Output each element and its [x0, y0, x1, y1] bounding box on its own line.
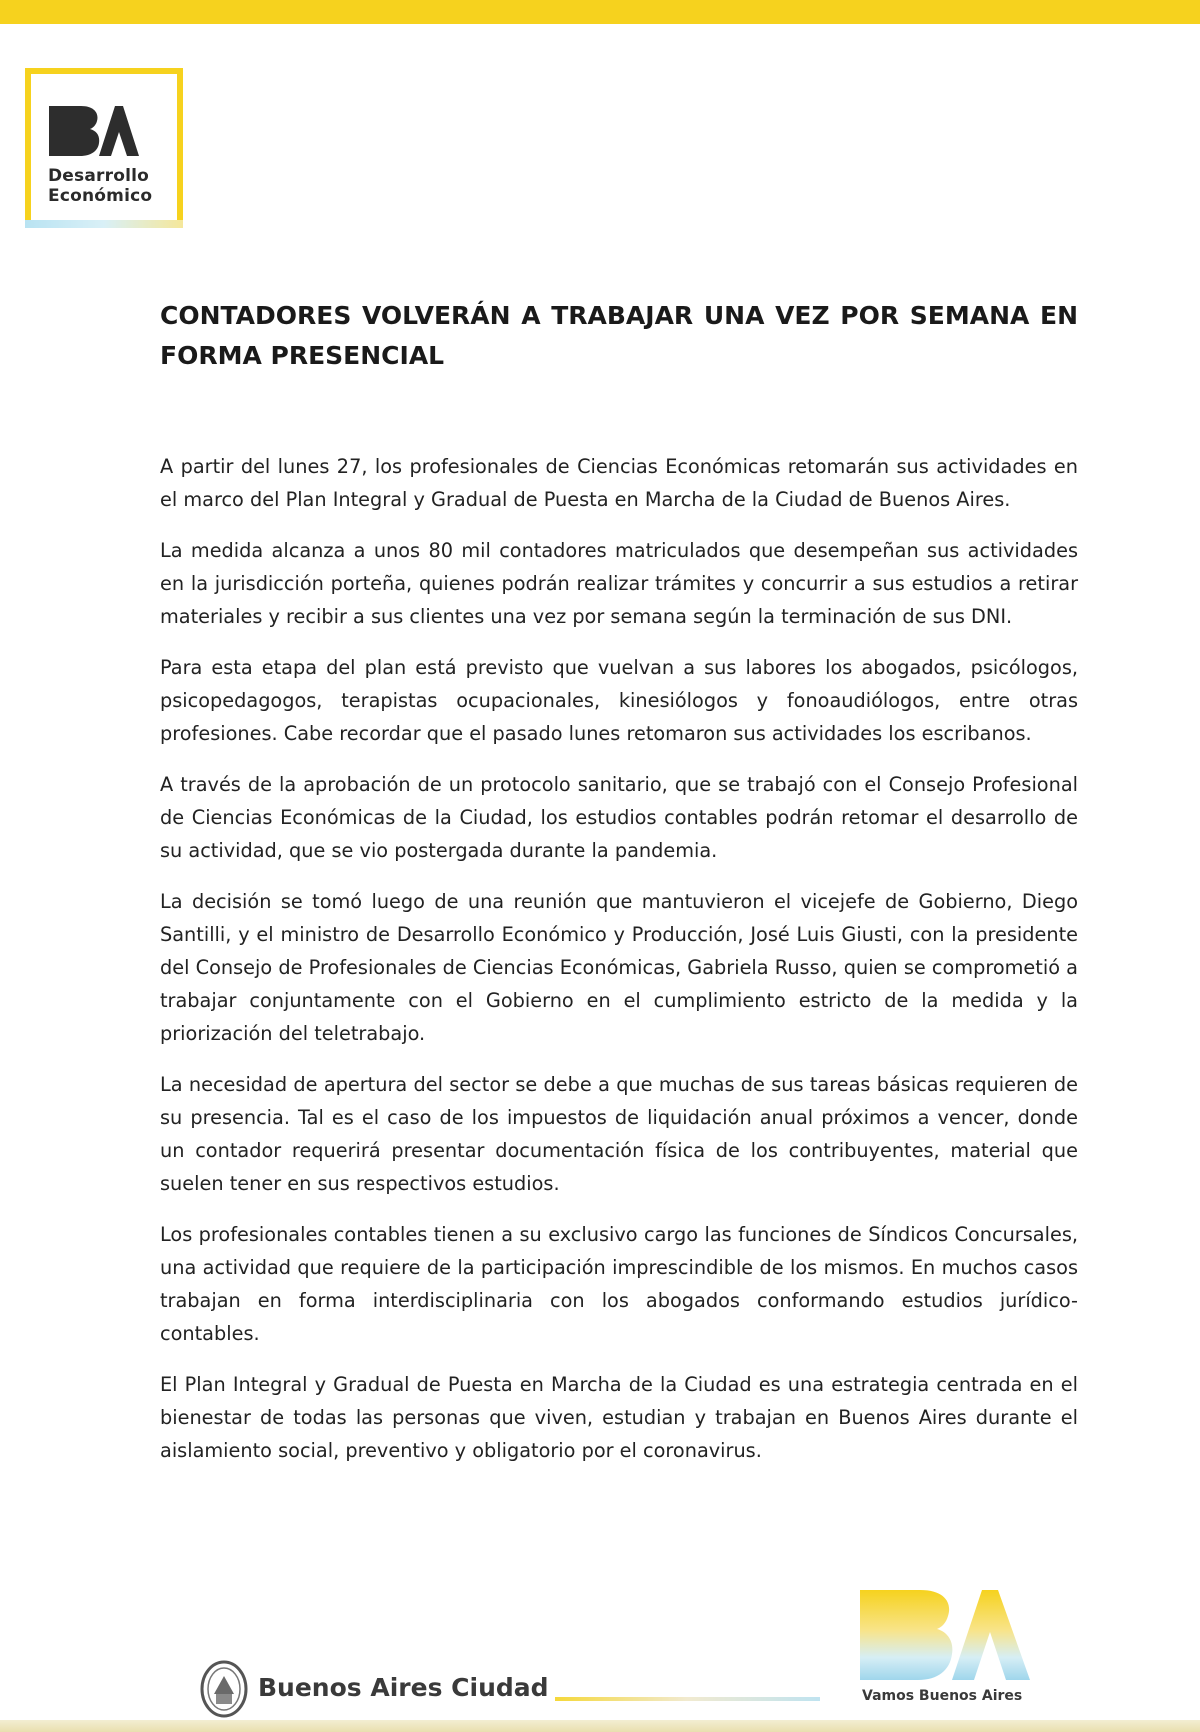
desarrollo-economico-logo [25, 68, 183, 228]
ba-logo-icon [47, 102, 139, 158]
paragraph-6: La necesidad de apertura del sector se debe a que muchas de sus tareas básicas requieren de su presencia. Tal es el caso de los impuestos de liquidación anual próximos a vencer, donde un contador requerirá presentar documentación física de los contribuyentes, material que suelen tener en sus respectivos estudios. [160, 1073, 1078, 1195]
logo-wordmark [48, 166, 152, 206]
article-body [160, 450, 1078, 1485]
paragraph-3: Para esta etapa del plan está previsto que vuelvan a sus labores los abogados, psicólogos, psicopedagogos, terapistas ocupacionales, kinesiólogos y fonoaudiólogos, entre otras profesiones. Cabe recordar que el pasado lunes retomaron sus actividades los escribanos. [160, 656, 1078, 745]
footer-divider [555, 1697, 820, 1701]
paragraph-2: La medida alcanza a unos 80 mil contadores matriculados que desempeñan sus actividades en la jurisdicción porteña, quienes podrán realizar trámites y concurrir a sus estudios a retirar materiales y recibir a sus clientes una vez por semana según la terminación de sus DNI. [160, 539, 1078, 628]
paragraph-8: El Plan Integral y Gradual de Puesta en Marcha de la Ciudad es una estrategia centrada en el bienestar de todas las personas que viven, estudian y trabajan en Buenos Aires durante el aislamiento social, preventivo y obligatorio por el coronavirus. [160, 1373, 1078, 1462]
page-title: CONTADORES VOLVERÁN A TRABAJAR UNA VEZ POR SEMANA EN FORMA PRESENCIAL [160, 301, 1078, 370]
paragraph-7: Los profesionales contables tienen a su exclusivo cargo las funciones de Síndicos Concursales, una actividad que requiere de la participación imprescindible de los mismos. En muchos casos trabajan en forma interdisciplinaria con los abogados conformando estudios jurídico-contables. [160, 1223, 1078, 1345]
logo-line-2: Económico [48, 186, 153, 206]
city-seal-icon [200, 1660, 248, 1718]
paragraph-4: A través de la aprobación de un protocolo sanitario, que se trabajó con el Consejo Profesional de Ciencias Económicas de la Ciudad, los estudios contables podrán retomar el desarrollo de su actividad, que se vio postergada durante la pandemia. [160, 773, 1078, 862]
paragraph-5: La decisión se tomó luego de una reunión que mantuvieron el vicejefe de Gobierno, Diego Santilli, y el ministro de Desarrollo Económico y Producción, José Luis Giusti, con la presidente del Consejo de Profesionales de Ciencias Económicas, Gabriela Russo, quien se comprometió a trabajar conjuntamente con el Gobierno en el cumplimiento estricto de la medida y la priorización del teletrabajo. [160, 890, 1078, 1045]
footer-slogan: Vamos Buenos Aires [862, 1688, 1023, 1704]
top-accent-bar [0, 0, 1200, 24]
footer-city-name: Buenos Aires Ciudad [258, 1673, 549, 1702]
logo-line-1: Desarrollo [48, 166, 150, 186]
bottom-accent-bar [0, 1720, 1200, 1732]
paragraph-1: A partir del lunes 27, los profesionales de Ciencias Económicas retomarán sus actividades en el marco del Plan Integral y Gradual de Puesta en Marcha de la Ciudad de Buenos Aires. [160, 455, 1078, 511]
vamos-ba-logo-icon [860, 1582, 1040, 1690]
